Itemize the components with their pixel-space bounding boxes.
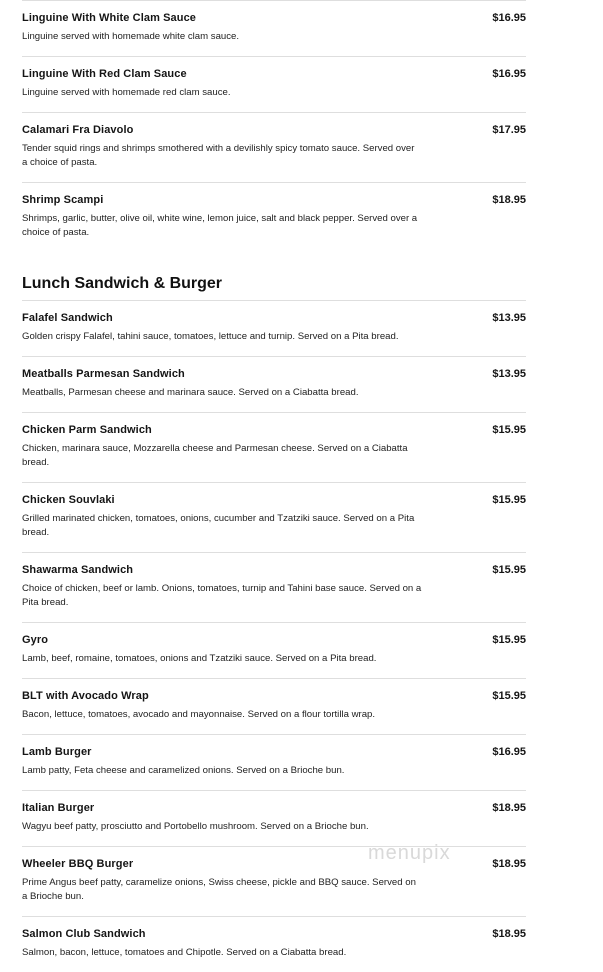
item-name: Meatballs Parmesan Sandwich [22,368,185,380]
item-name: Linguine With Red Clam Sauce [22,68,187,80]
item-name: Italian Burger [22,802,95,814]
item-price: $18.95 [492,802,526,814]
menu-item [22,300,526,356]
item-description: Meatballs, Parmesan cheese and marinara sauce. Served on a Ciabatta bread. [22,387,359,398]
item-name: Lamb Burger [22,746,92,758]
menu-item [22,182,526,252]
menu-item [22,56,526,112]
item-name: Falafel Sandwich [22,312,113,324]
item-price: $18.95 [492,194,526,206]
item-description: Tender squid rings and shrimps smothered with a devilishly spicy tomato sauce. Served over a choice of pasta. [22,143,415,168]
item-name: Calamari Fra Diavolo [22,124,134,136]
item-description: Lamb, beef, romaine, tomatoes, onions and Tzatziki sauce. Served on a Pita bread. [22,653,377,664]
item-description: Chicken, marinara sauce, Mozzarella cheese and Parmesan cheese. Served on a Ciabatta bread. [22,443,408,468]
item-price: $15.95 [492,690,526,702]
menu-item [22,678,526,734]
item-description: Grilled marinated chicken, tomatoes, onions, cucumber and Tzatziki sauce. Served on a Pita bread. [22,513,415,538]
item-description: Bacon, lettuce, tomatoes, avocado and mayonnaise. Served on a flour tortilla wrap. [22,709,376,720]
item-price: $13.95 [492,312,526,324]
item-price: $15.95 [492,564,526,576]
menu-item [22,356,526,412]
item-price: $16.95 [492,68,526,80]
item-price: $15.95 [492,494,526,506]
item-name: Gyro [22,634,49,646]
menu-list [22,0,526,972]
item-description: Choice of chicken, beef or lamb. Onions, tomatoes, turnip and Tahini base sauce. Served on a Pita bread. [22,583,422,608]
item-name: Wheeler BBQ Burger [22,858,134,870]
menu-item [22,916,526,972]
menu-item [22,622,526,678]
item-description: Prime Angus beef patty, caramelize onions, Swiss cheese, pickle and BBQ sauce. Served on a Brioche bun. [22,877,416,902]
item-name: Salmon Club Sandwich [22,928,146,940]
section-title: Lunch Sandwich & Burger [22,275,223,292]
menu-item [22,482,526,552]
item-price: $17.95 [492,124,526,136]
item-name: Shawarma Sandwich [22,564,134,576]
item-description: Linguine served with homemade red clam sauce. [22,87,231,98]
item-name: Linguine With White Clam Sauce [22,12,197,24]
item-description: Wagyu beef patty, prosciutto and Portobello mushroom. Served on a Brioche bun. [22,821,369,832]
item-name: BLT with Avocado Wrap [22,690,149,702]
menu-item [22,552,526,622]
item-price: $18.95 [492,928,526,940]
item-price: $13.95 [492,368,526,380]
item-price: $15.95 [492,424,526,436]
menu-item [22,0,526,56]
menu-item [22,412,526,482]
item-price: $18.95 [492,858,526,870]
item-description: Linguine served with homemade white clam sauce. [22,31,240,42]
item-price: $16.95 [492,746,526,758]
menu-item [22,790,526,846]
item-name: Chicken Parm Sandwich [22,424,152,436]
item-description: Lamb patty, Feta cheese and caramelized onions. Served on a Brioche bun. [22,765,345,776]
item-name: Chicken Souvlaki [22,494,115,506]
item-price: $15.95 [492,634,526,646]
item-description: Shrimps, garlic, butter, olive oil, white wine, lemon juice, salt and black pepper. Served over a choice of pasta. [22,213,418,238]
item-name: Shrimp Scampi [22,194,104,206]
section-pasta [22,0,526,252]
menu-item [22,112,526,182]
item-description: Golden crispy Falafel, tahini sauce, tomatoes, lettuce and turnip. Served on a Pita bread. [22,331,399,342]
item-price: $16.95 [492,12,526,24]
watermark-logo: menupix [368,842,451,864]
menu-item [22,734,526,790]
item-description: Salmon, bacon, lettuce, tomatoes and Chipotle. Served on a Ciabatta bread. [22,947,347,958]
